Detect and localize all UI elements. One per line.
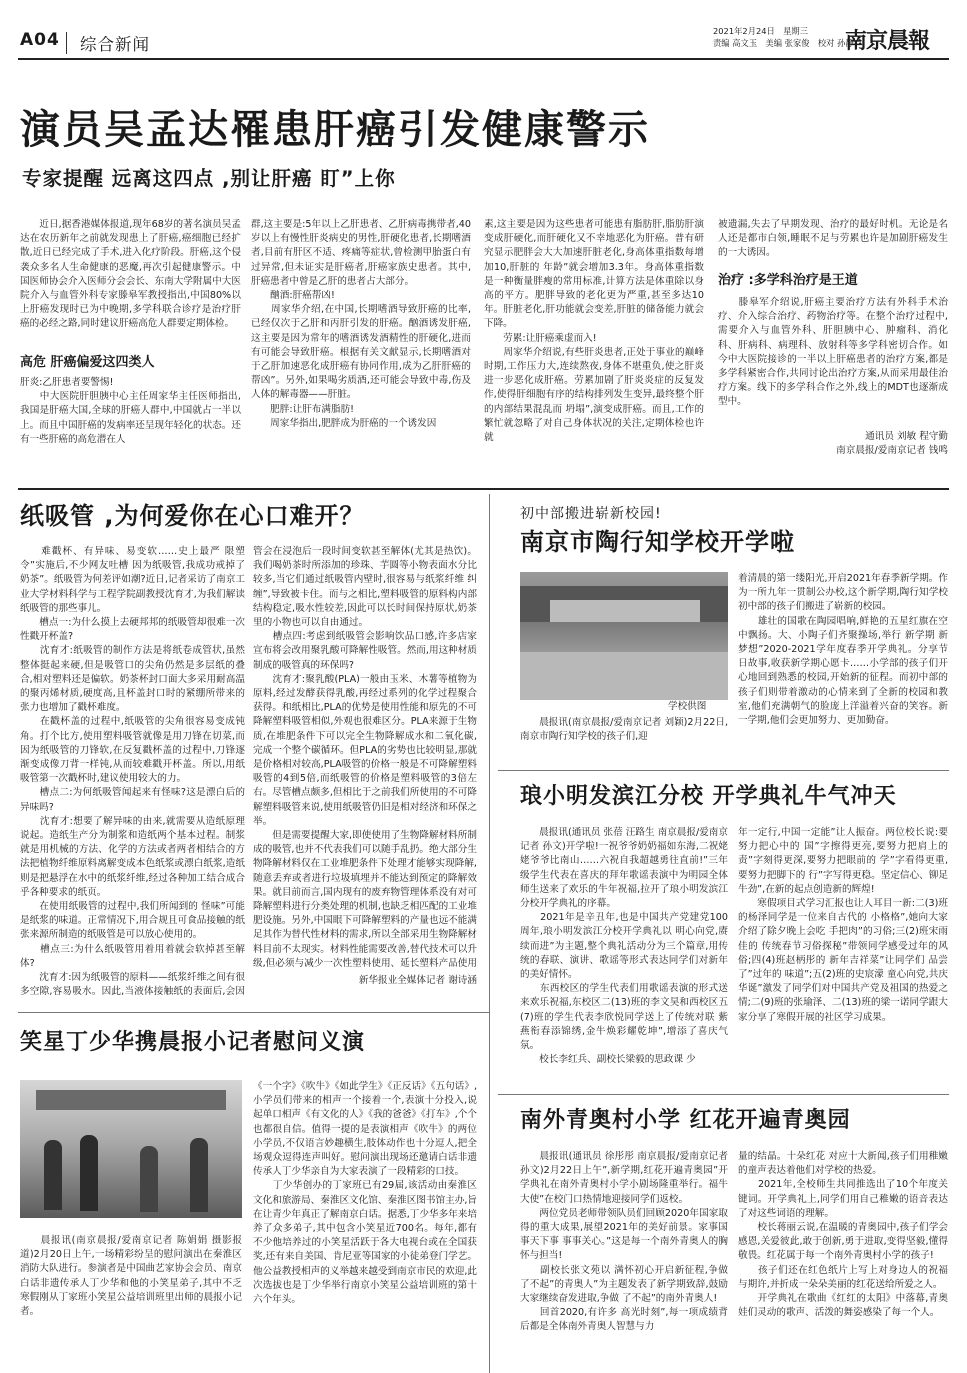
article1-byline <box>718 430 948 458</box>
article1-col3-text: 素,这主要是因为这些患者可能患有脂肪肝,脂肪肝演变成肝硬化,而肝硬化又不幸地恶化为肝癌。普有研究显示肥胖会大大加速肝脏老化,身高体重指数每增加10,肝脏的 年龄”就会增加3.3年。身高体重指数是一种衡量胖瘦的常用标准,计算方法是体重除以身高的平方。肥胖导致的老化更为严重,甚至多达10年。肝脏老化,肝功能就会变差,肝脏的储备能力就会下降。 劳累:让肝癌乘虚而入! 周家华介绍说,有些肝炎患者,正处于事业的巅峰时期,工作压力大,连续熬夜,身体不堪重负,使之肝炎进一步恶化成肝癌。劳累加剧了肝炎炎症的反复发作,使得肝细胞有序的结构排列发生变异,最终整个肝的内部结果混乱而 坍塌”,演变成肝癌。而且,工作的繁忙就忽略了对自己身体状况的关注,定期体检也许就 <box>484 219 704 444</box>
article4-title: 琅小明发滨江分校 开学典礼牛气冲天 <box>520 784 897 809</box>
school-photo <box>520 572 728 700</box>
performance-photo <box>20 1080 242 1218</box>
article2-col2-text: 管会在浸泡后一段时间变软甚至解体(尤其是热饮)。我们喝奶茶时所添加的珍珠、芋圆等小物表面水分比较多,当它们通过纸吸管内壁时,很容易与纸浆纤维 纠缠”,导致被卡住。而与之相比,塑料吸管的原料构内部结构稳定,吸水性较差,因此可以长时间保持原状,奶茶里的小物也可以自由通过。 槽点四:考虑到纸吸管会影响饮品口感,许多店家宣布将会改用聚乳酸可降解性吸管。然而,用这种材质制成的吸管真的环保吗? 沈育才:聚乳酸(PLA)一般由玉米、木薯等植物为原料,经过发酵获得乳酸,再经过系列的化学过程聚合获得。和纸相比,PLA的优势是使用性能和原先的不可降解塑料吸管相似,外观也很难区分。PLA来源于生物质,在堆肥条件下可以完全生物降解成水和二氧化碳,完成一个整个碳循环。但PLA的劣势也比较明显,那就是价格相对较高,PLA吸管的价格一般是不可降解塑料吸管的4到5倍,而纸吸管的价格是塑料吸管的3倍左右。尽管槽点颇多,但相比于之前我们所使用的不可降解塑料吸管来说,使用纸吸管仍旧是相对经济和环保之举。 但是需要提醒大家,即使使用了生物降解材料所制成的吸管,也并不代表我们可以随手乱扔。绝大部分生物降解材料仅在工业堆肥条件下处理才能够实现降解,随意丢弃或者进行垃圾填埋并不能达到预定的降解效果。就目前而言,国内现有的废弃物管理体系没有对可降解塑料进行分类处理的机制,也缺乏相匹配的工业堆肥设施。另外,中国眼下可降解塑料的产量也远不能满足其作为替代性材料的需求,所以全部采用生物降解材料目前不太现实。材料性能需要改善,替代技术可以升级,但必须与减少一次性塑料使用、延长塑料产品使用 <box>253 546 477 969</box>
divider-a2 <box>18 1012 489 1013</box>
article2-col1-text: 难戳杯、有异味、易变软……史上最严 限塑令”实施后,不少网友吐槽 因为纸吸管,我成功戒掉了奶茶”。纸吸管为何差评如潮?近日,记者采访了南京工业大学材料科学与工程学院副教授沈育才,为我们解读纸吸管的那些事儿。 槽点一:为什么摸上去硬邦邦的纸吸管却很难一次性戳开杯盖? 沈育才:纸吸管的制作方法是将纸卷成管状,虽然整体挺起来硬,但是吸管口的尖角仍然是多层纸的叠合,相对塑料还是偏软。奶茶杯封口面大多采用耐高温的聚丙烯材质,硬度高,且杯盖封口时的紧绷所带来的张力也增加了戳杯难度。 在戳杯盖的过程中,纸吸管的尖角很容易变成钝角。打个比方,使用塑料吸管就像是用刀锋在切菜,而因为纸吸管的刀锋软,在反复戳杯盖的过程中,刀锋逐渐变成像刀背一样钝,从而较难戳开杯盖。所以,用纸吸管第一次戳杯时,建议使用较大的力。 槽点二:为何纸吸管闻起来有怪味?这是漂白后的异味吗? 沈育才:想要了解异味的由来,就需要从造纸原理说起。造纸生产分为制浆和造纸两个基本过程。制浆就是用机械的方法、化学的方法或者两者相结合的方法把植物纤维原料离解变成本色纸浆或漂白纸浆,造纸则是把悬浮在水中的纸浆纤维,经过各种加工结合成合乎各种要求的纸页。 在使用纸吸管的过程中,我们所闻到的 怪味”可能是纸浆的味道。正常情况下,用合规且可食品接触的纸张来源所制造的纸吸管是可以放心使用的。 槽点三:为什么纸吸管用着用着就会软掉甚至解体? 沈育才:因为纸吸管的原料——纸浆纤维之间有很多空隙,容易吸水。因此,当液体接触纸的表面后,会因 <box>20 546 245 998</box>
article1-col4b-text: 滕皋军介绍说,肝癌主要治疗方法有外科手术治疗、介入综合治疗、药物治疗等。在整个治疗过程中,需要介入与血管外科、肝胆胰中心、肿瘤科、消化科、肝病科、病理科、放射科等多学科密切合作。如今中大医院接诊的一半以上肝癌患者的治疗方案,都是多学科紧密合作,共同讨论出治疗方案,从而采用最佳治疗方案。线下的多学科合作之外,线上的MDT也逐渐成型中。 <box>718 297 948 408</box>
header-divider <box>66 32 67 54</box>
article3-col1-text: 晨报讯(南京晨报/爱南京记者 刘颖)2月22日,南京市陶行知学校的孩子们,迎 <box>520 717 728 743</box>
issue-date: 2021年2月24日 星期三 <box>713 26 809 36</box>
article1-col4 <box>718 218 948 458</box>
article6-col1-text: 晨报讯(通讯员 徐彤彤 南京晨报/爱南京记者 孙文)2月22日上午”,新学期,红花开遍青奥园”开学典礼在南外青奥村小学小剧场隆重举行。福牛大使”在校门口热情地迎接同学们返校。 两位党员老师带领队员们回顾2020年国家取得的重大成果,展望2021年的美好前景。家事国事天下事 事事关心。”这是每一个南外青奥人的胸怀与担当! 副校长张文苑以 满怀初心开启新征程,争做 了不起”的青奥人”为主题发表了新学期致辞,鼓励大家继续奋发进取,争做 了不起”的南外青奥人! 回首2020,有许多 高光时刻”,每一项成绩背后都是全体南外青奥人智慧与力 <box>520 1151 728 1333</box>
article1-subhead1: 高危 肝癌偏爱这四类人 <box>20 355 155 370</box>
article6-col2-text: 量的结晶。十朵红花 对应十大新闻,孩子们用稚嫩的童声表达着他们对学校的热爱。 2021年,全校师生共同推选出了10个年度关键词。开学典礼上,同学们用自己稚嫩的语音表达了对这些词语的理解。 校长蒋丽云说,在温暖的青奥园中,孩子们学会感恩,关爱彼此,敢于创新,勇于进取,变得坚毅,懂得敬畏。红花属于每一个南外青奥村小学的孩子! 孩子们还在红色纸片上写上对身边人的祝福与期许,并折成一朵朵美丽的红花送给所爱之人。 开学典礼在歌曲《红红的太阳》中落幕,青奥娃们灵动的歌声、活泼的舞姿感染了每一个人。 <box>738 1151 948 1319</box>
article5-col2-text: 《一个字》《吹牛》《如此学生》《正反话》《五句话》,小学员们带来的相声一个接着一个,表演十分投入,说起单口相声《有文化的人》《我的爸爸》《打车》,个个也都很自信。值得一提的是表演相声《吹牛》的两位小学员,不仅语言妙趣横生,肢体动作也十分逗人,把全场观众逗得连声叫好。慰问演出现场还邀请白话非遗传承人丁少华亲自为大家表演了一段精彩的口技。 丁少华创办的丁家班已有29届,该活动由秦淮区文化和旅游局、秦淮区文化馆、秦淮区图书馆主办,旨在让青少年真正了解南京白话。据悉,丁少华多年来培养了众多弟子,其中包含小笑星近700名。每年,都有不少他培养过的小笑星活跃于各大电视台或在全国获奖,还有来自美国、肯尼亚等国家的小徒弟登门学艺。他公益教授相声的义举越来越受到南京市民的欢迎,此次选拔也是丁少华举行南京小笑星公益培训班的第十六个年头。 <box>253 1081 477 1306</box>
issue-meta <box>713 25 854 49</box>
article3-title: 南京市陶行知学校开学啦 <box>520 528 795 556</box>
article4-col1-text: 晨报讯(通讯员 张蓓 汪路生 南京晨报/爱南京记者 孙文)开学啦!一祝爷爷奶奶福如东海,二祝姥姥爷爷比南山……六祝自我超越勇往直前!”三年级学生代表在喜庆的拜年歌谣表演中为明园全体师生送来了欢乐的牛年祝福,拉开了琅小明发滨江分校开学典礼的序幕。 2021年是辛丑年,也是中国共产党建党100周年,琅小明发滨江分校开学典礼以 明心向党,赓续而进”为主题,整个典礼活动分为三个篇章,用传统的春联、演讲、歌谣等形式表达同学们对新年的美好情怀。 东西校区的学生代表们用歌谣表演的形式送来欢乐祝福,东校区二(13)班的李文昊和西校区五(7)班的学生代表李欣悦同学送上了传统对联 紫燕衔春添锦绣,金牛焕彩耀乾坤”,增添了喜庆气氛。 校长李红兵、副校长梁毅的思政课 少 <box>520 827 728 1066</box>
article5-col1-text: 晨报讯(南京晨报/爱南京记者 陈娟娟 摄影报道)2月20日上午,一场精彩纷呈的慰问演出在秦淮区消防大队进行。参演者是中国曲艺家协会会员、南京白话非遗传承人丁少华和他的小笑星弟子,其中不乏寒假刚从丁家班小笑星公益培训班里出师的晨报小记者。 <box>20 1235 242 1318</box>
article6-title: 南外青奥村小学 红花开遍青奥园 <box>520 1108 851 1133</box>
editors: 责编 高文玉 美编 张家俊 校对 孙静 <box>713 38 854 48</box>
divider-a4 <box>498 1094 949 1095</box>
article2-col2 <box>253 545 477 988</box>
article1-subhead2: 治疗 :多学科治疗是王道 <box>718 273 858 288</box>
article1-col1 <box>20 218 241 486</box>
article4-col2-text: 年一定行,中国一定能”让人振奋。两位校长说:要努力把心中的 国”字擦得更亮,要努力把肩上的 责”字刻得更深,要努力把眼前的 学”字看得更重,要努力把脚下的 行”字写得更稳。坚定信心、铆足 牛劲”,在新的起点创造新的辉煌! 寒假项目式学习汇报也让人耳目一新:二(3)班的杨泽同学是一位来自古代的 小格格”,她向大家介绍了除夕晚上会吃 手把肉”的习俗;三(2)班宋雨佳的 传统春节习俗探秘”带领同学感受过年的风俗;四(4)班赵柄彤的 新年吉祥菜”让同学们 品尝了”过年的 味道”;五(2)班的史宸濛 童心向党,共庆华诞”激发了同学们对中国共产党及祖国的热爱之情;二(9)班的张瑜泽、二(13)班的梁一诺同学跟大家分享了寒假开展的社区学习成果。 <box>738 827 948 1023</box>
article2-title: 纸吸管 ,为何爱你在心口难开？ <box>20 502 365 530</box>
divider-a1 <box>18 488 949 490</box>
photo-caption: 学校供图 <box>668 701 707 712</box>
article3-col2-text: 着清晨的第一缕阳光,开启2021年春季新学期。作为一所九年一贯制公办校,这个新学期,陶行知学校初中部的孩子们搬进了崭新的校园。 雄壮的国歌在陶园唱响,鲜艳的五星红旗在空中飘扬。大、小陶子们齐聚操场,举行 新学期 新梦想”2020-2021学年度春季开学典礼。分享节日故事,收获新学期心愿卡……小学部的孩子们开心地回到熟悉的校园,开始新的征程。而初中部的孩子们则带着激动的心情来到了全新的校园和教室,他们充满朝气的脸庞上洋溢着兴奋的笑容。新一学期,他们会更加努力、更加勤奋。 <box>738 573 948 727</box>
article2-byline: 新华报业全媒体记者 谢诗涵 <box>358 975 477 986</box>
article3-kicker: 初中部搬进崭新校园! <box>520 506 662 522</box>
article1-byline2: 南京晨报/爱南京记者 钱鸣 <box>836 445 948 456</box>
divider-a3 <box>498 770 949 771</box>
article1-subtitle: 专家提醒 远离这四点 ,别让肝癌 盯”上你 <box>22 167 396 190</box>
article1-byline1: 通讯员 刘敏 程守勤 <box>865 431 948 442</box>
divider-vertical <box>489 494 490 1373</box>
article1-col1-text: 近日,据香港媒体报道,现年68岁的著名演员吴孟达在农历新年之前就发现患上了肝癌,癌细胞已经扩散,近日已经完成了手术,进入化疗阶段。肝癌,这个侵袭众多名人生命健康的恶魔,再次引起健康警示。中国医师协会介入医师分会会长、东南大学附属中大医院介入与血管外科专家滕皋军教授指出,中国80%以上肝癌发现时已为中晚期,多学科联合诊疗是治疗肝癌的必经之路,同时建议肝癌高危人群要定期体检。 <box>20 219 241 330</box>
section-name: 综合新闻 <box>80 35 150 54</box>
article5-title: 笑星丁少华携晨报小记者慰问义演 <box>20 1030 366 1055</box>
article1-col4-text: 被遗漏,失去了早期发现、治疗的最好时机。无论是名人还是都市白领,睡眠不足与劳累也许是加剧肝癌发生的一大诱因。 <box>718 219 948 259</box>
newspaper-logo: 南京晨報 <box>845 28 930 54</box>
article1-col1b-text: 肝炎:乙肝患者要警惕! 中大医院肝胆胰中心主任周家华主任医师指出,我国是肝癌大国,全球的肝癌人群中,中国就占一半以上。而且中国肝癌的发病率还呈现年轻化的状态。还有一些肝癌的高危潜在人 <box>20 377 241 445</box>
page-number: A04 <box>20 30 60 50</box>
article1-title: 演员吴孟达罹患肝癌引发健康警示 <box>20 107 650 153</box>
header-rule <box>18 58 949 60</box>
article1-col2-text: 群,这主要是:5年以上乙肝患者、乙肝病毒携带者,40岁以上有慢性肝炎病史的男性,肝硬化患者,长期嗜酒者,目前有肝区不适、疼痛等症状,曾检测甲胎蛋白有过异常,但未证实是肝癌者,肝癌家族史患者。其中,肝癌患者中曾是乙肝的患者占大部分。 酗酒:肝癌帮凶! 周家华介绍,在中国,长期嗜酒导致肝癌的比率,已经仅次于乙肝和丙肝引发的肝癌。酗酒诱发肝癌,这主要是因为常年的嗜酒诱发酒精性的肝硬化,进而有可能会导致肝癌。根据有关文献显示,长期嗜酒对于乙肝加速恶化成肝癌有协同作用,成为乙肝肝癌的 帮凶”。另外,如果喝劣质酒,还可能会导致中毒,伤及人体的解毒器——肝脏。 肥胖:让肝布满脂肪! 周家华指出,肥胖成为肝癌的一个诱发因 <box>251 219 471 429</box>
